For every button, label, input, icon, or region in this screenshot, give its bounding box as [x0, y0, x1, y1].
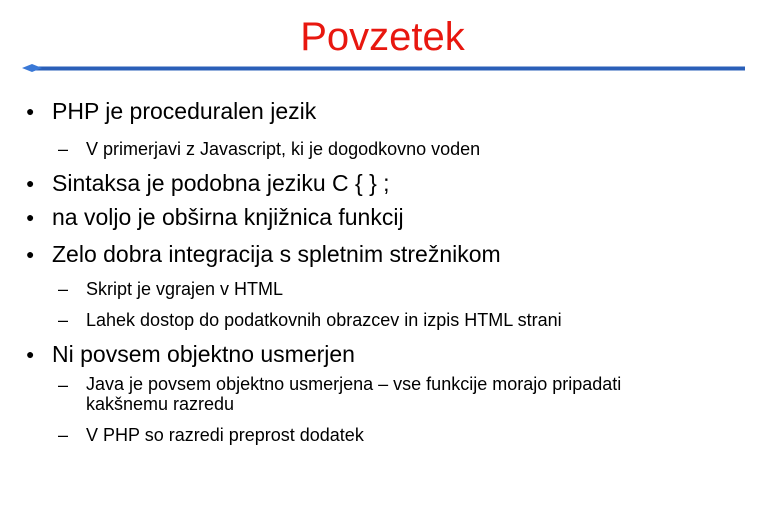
sub-bullet-icon: –	[58, 375, 69, 395]
bullet-item: Sintaksa je podobna jeziku C { } ;	[52, 170, 390, 196]
bullet-item: PHP je proceduralen jezik	[52, 98, 317, 124]
bullet-icon: ●	[26, 246, 35, 262]
bullet-item: na voljo je obširna knjižnica funkcij	[52, 204, 404, 230]
sub-bullet-icon: –	[58, 425, 69, 445]
sub-bullet-item: V primerjavi z Javascript, ki je dogodkovno voden	[86, 139, 481, 159]
slide-title: Povzetek	[300, 15, 465, 59]
bullet-icon: ●	[26, 175, 35, 191]
sub-bullet-item: Java je povsem objektno usmerjena – vse funkcije morajo pripadati kakšnemu razredu	[86, 374, 622, 414]
bullet-item: Zelo dobra integracija s spletnim strežnikom	[52, 241, 501, 267]
bullet-icon: ●	[26, 103, 35, 119]
sub-bullet-icon: –	[58, 139, 69, 159]
sub-bullet-item: Skript je vgrajen v HTML	[86, 279, 284, 299]
bullet-item: Ni povsem objektno usmerjen	[52, 341, 355, 367]
bullet-icon: ●	[26, 209, 35, 225]
sub-bullet-icon: –	[58, 279, 69, 299]
sub-bullet-item: Lahek dostop do podatkovnih obrazcev in izpis HTML strani	[86, 310, 562, 330]
sub-bullet-item: V PHP so razredi preprost dodatek	[86, 425, 364, 445]
sub-bullet-icon: –	[58, 310, 69, 330]
bullet-icon: ●	[26, 346, 35, 362]
